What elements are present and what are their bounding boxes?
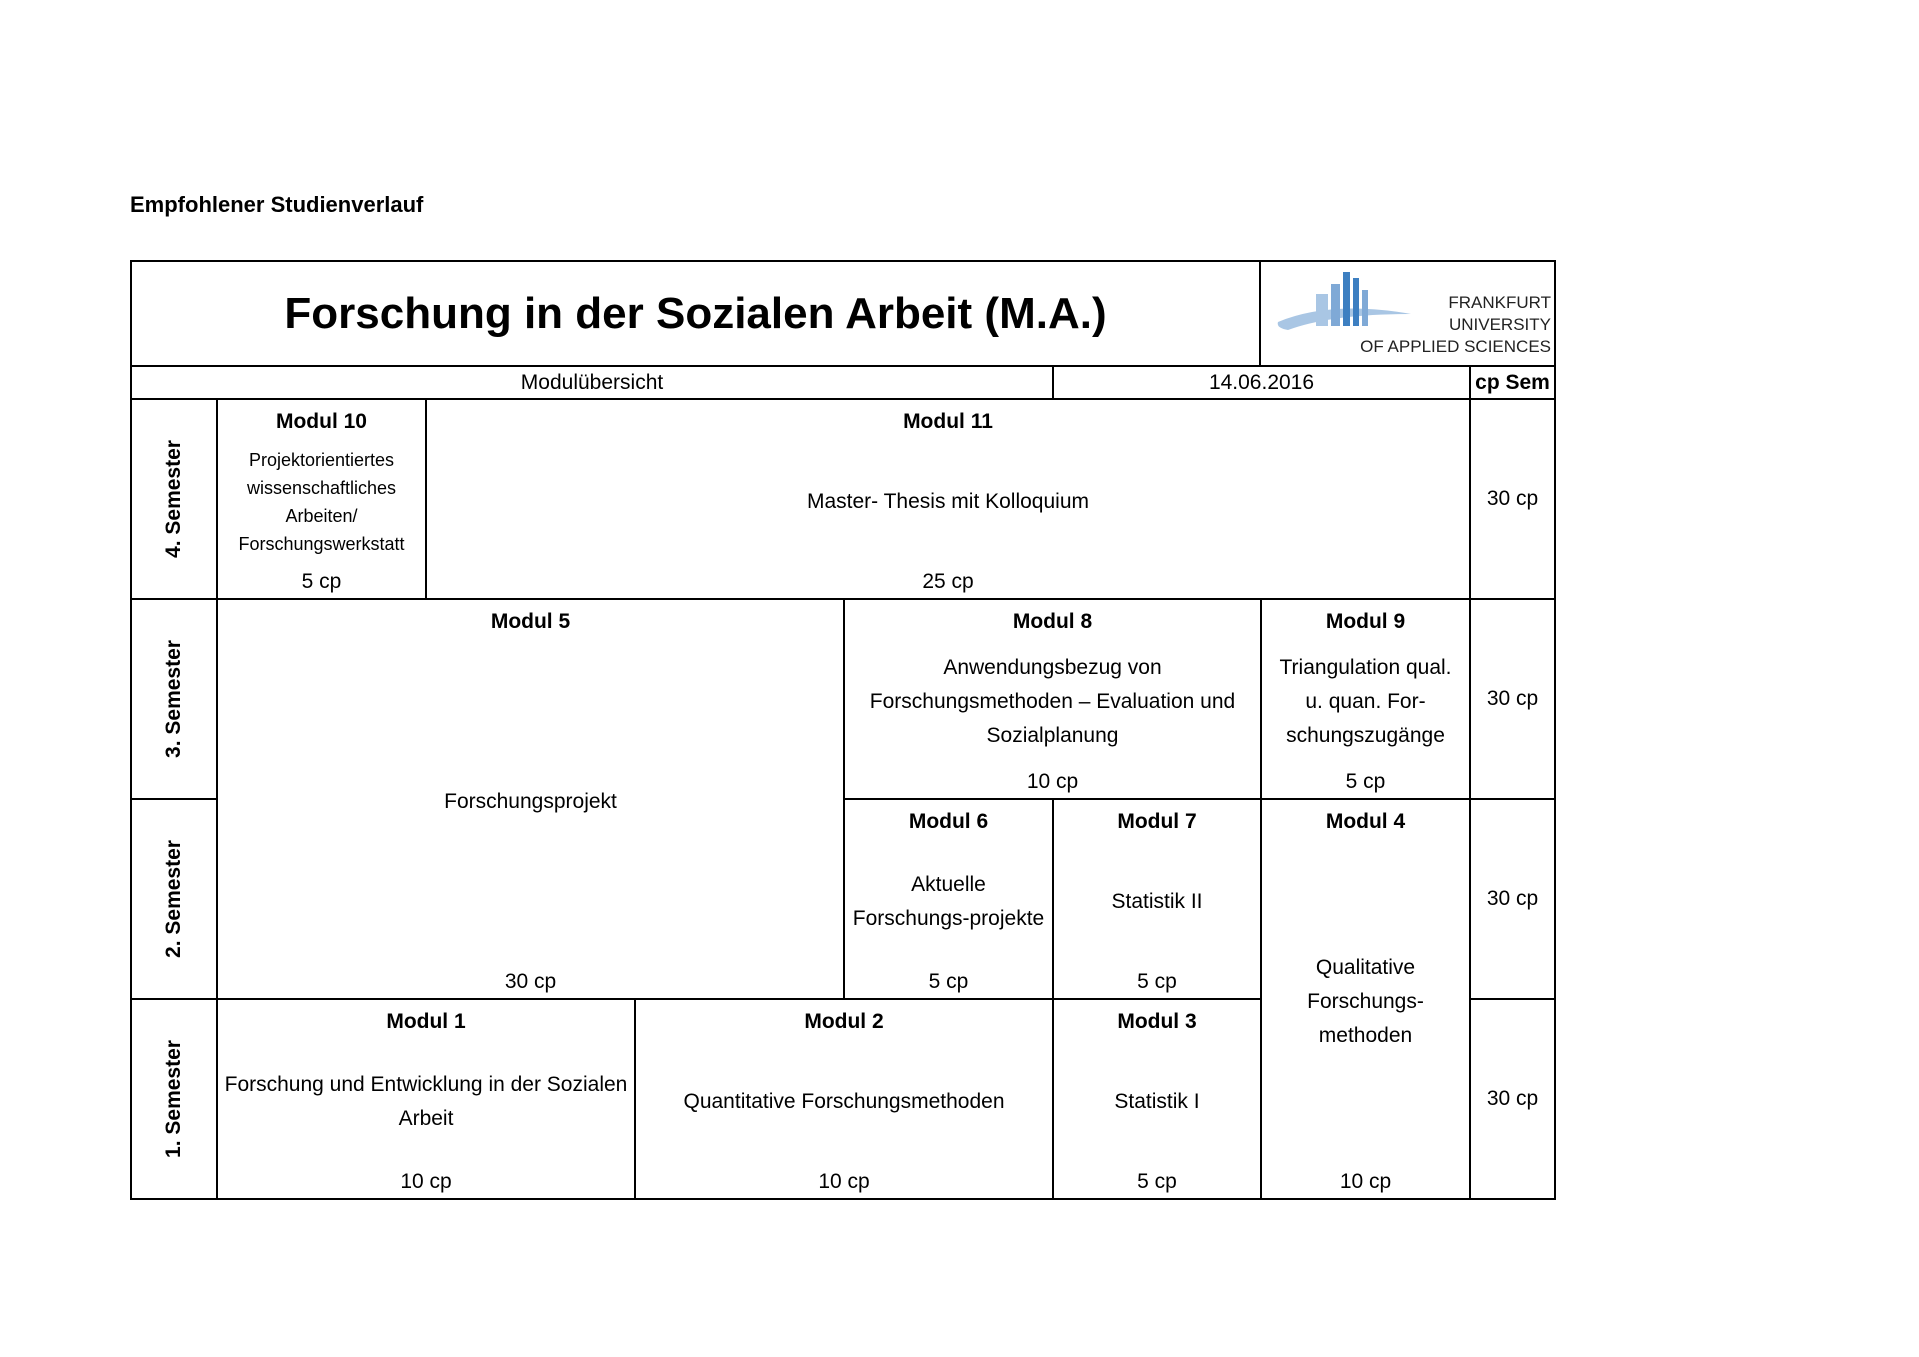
module-9-description: Triangulation qual. u. quan. For-schungszugänge <box>1279 656 1452 747</box>
module-8-cell <box>843 598 1262 800</box>
title-cell <box>130 260 1261 367</box>
module-10-cell <box>216 398 427 600</box>
module-6-name: Modul 6 <box>908 810 989 833</box>
module-1-cp: 10 cp <box>400 1170 452 1193</box>
semester-1-cp: 30 cp <box>1486 1087 1539 1110</box>
logo-line-1: FRANKFURT <box>1448 293 1551 312</box>
module-7-description: Statistik II <box>1111 890 1203 913</box>
module-1-name: Modul 1 <box>386 1010 466 1033</box>
module-4-cp: 10 cp <box>1339 1170 1392 1193</box>
module-9-cell <box>1260 598 1471 800</box>
module-1-cell <box>216 998 636 1200</box>
logo-line-2: UNIVERSITY <box>1448 315 1551 334</box>
module-overview-label: Modulübersicht <box>520 370 664 394</box>
semester-2-cp: 30 cp <box>1486 887 1539 910</box>
module-4-description: Qualitative Forschungs-methoden <box>1307 956 1424 1047</box>
module-1-description: Forschung und Entwicklung in der Sozialen Arbeit <box>224 1073 628 1130</box>
module-7-name: Modul 7 <box>1117 810 1197 833</box>
module-11-cell <box>425 398 1471 600</box>
module-11-description: Master- Thesis mit Kolloquium <box>806 490 1090 513</box>
module-3-cell <box>1052 998 1262 1200</box>
university-logo-text <box>1360 292 1551 358</box>
module-4-cell <box>1260 798 1471 1200</box>
module-9-cp: 5 cp <box>1345 770 1386 793</box>
semester-2-cp-cell <box>1469 798 1556 1000</box>
logo-line-3: OF APPLIED SCIENCES <box>1360 337 1551 356</box>
cp-sem-header <box>1469 365 1556 400</box>
semester-1-label: 1. Semester <box>162 1040 185 1158</box>
semester-1-label-cell <box>130 998 218 1200</box>
module-3-description: Statistik I <box>1114 1090 1200 1113</box>
document-date: 14.06.2016 <box>1208 370 1315 394</box>
page-heading: Empfohlener Studienverlauf <box>130 192 424 217</box>
module-2-cell <box>634 998 1054 1200</box>
university-logo <box>1271 270 1551 362</box>
module-10-cp: 5 cp <box>301 570 342 593</box>
module-9-name: Modul 9 <box>1325 610 1406 633</box>
date-cell <box>1052 365 1471 400</box>
module-10-name: Modul 10 <box>275 410 367 433</box>
module-4-name: Modul 4 <box>1325 810 1406 833</box>
semester-3-cp: 30 cp <box>1486 687 1539 710</box>
module-2-cp: 10 cp <box>818 1170 870 1193</box>
module-8-description: Anwendungsbezug von Forschungsmethoden – Evaluation und Sozialplanung <box>869 656 1236 747</box>
semester-3-label: 3. Semester <box>162 640 185 758</box>
semester-2-label-cell <box>130 798 218 1000</box>
module-3-name: Modul 3 <box>1117 1010 1197 1033</box>
module-8-cp: 10 cp <box>1026 770 1079 793</box>
semester-1-cp-cell <box>1469 998 1556 1200</box>
module-2-description: Quantitative Forschungsmethoden <box>683 1090 1005 1113</box>
module-6-cell <box>843 798 1054 1000</box>
module-6-cp: 5 cp <box>928 970 969 993</box>
module-5-cp: 30 cp <box>504 970 557 993</box>
module-7-cp: 5 cp <box>1137 970 1177 993</box>
module-11-name: Modul 11 <box>903 410 993 433</box>
semester-4-cp: 30 cp <box>1486 487 1539 510</box>
module-3-cp: 5 cp <box>1137 1170 1177 1193</box>
semester-4-cp-cell <box>1469 398 1556 600</box>
module-6-description: Aktuelle Forschungs-projekte <box>852 873 1045 930</box>
subtitle-cell <box>130 365 1054 400</box>
module-11-cp: 25 cp <box>922 570 974 593</box>
semester-3-label-cell <box>130 598 218 800</box>
cp-sem-label: cp Sem <box>1475 370 1550 394</box>
module-5-name: Modul 5 <box>490 610 571 633</box>
module-2-name: Modul 2 <box>804 1010 884 1033</box>
semester-3-cp-cell <box>1469 598 1556 800</box>
module-5-description: Forschungsprojekt <box>444 790 617 813</box>
semester-4-label-cell <box>130 398 218 600</box>
document-title: Forschung in der Sozialen Arbeit (M.A.) <box>284 288 1107 338</box>
module-7-cell <box>1052 798 1262 1000</box>
module-5-cell <box>216 598 845 1000</box>
semester-2-label: 2. Semester <box>162 840 185 958</box>
semester-4-label: 4. Semester <box>162 440 185 558</box>
logo-cell <box>1259 260 1556 367</box>
module-8-name: Modul 8 <box>1012 610 1093 633</box>
module-10-description: Projektorientiertes wissenschaftliches Arbeiten/ Forschungswerkstatt <box>238 450 405 554</box>
